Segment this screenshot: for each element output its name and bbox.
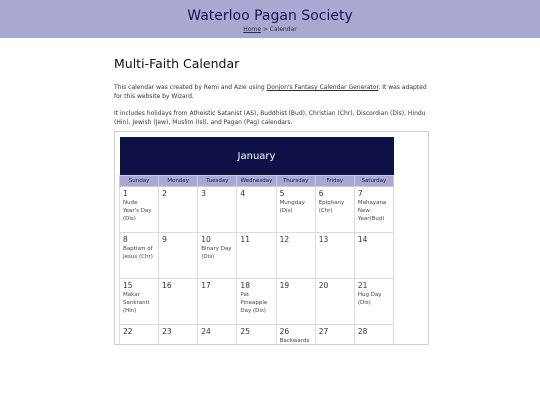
holiday-label: Baptism of Jesus (Chr) xyxy=(123,246,153,260)
site-header xyxy=(0,0,540,38)
generator-link[interactable]: Donjon's Fantasy Calendar Generator xyxy=(266,84,379,91)
calendar-day-cell xyxy=(198,187,237,233)
holiday-label: Backwards xyxy=(279,338,310,344)
intro-text-after: . It was adapted for this website by Wizard. xyxy=(114,84,427,100)
calendar-scroll-container[interactable] xyxy=(114,131,429,345)
day-number: 21 xyxy=(357,281,368,290)
calendar-day-cell xyxy=(315,279,354,325)
calendar-day-cell xyxy=(276,233,315,279)
day-number: 5 xyxy=(279,189,285,198)
calendar-day-cell xyxy=(159,233,198,279)
day-number: 11 xyxy=(240,235,250,244)
calendar-day-cell xyxy=(354,187,393,233)
calendar-day-cell xyxy=(315,187,354,233)
day-number: 2 xyxy=(162,189,167,198)
holidays-paragraph: It includes holidays from Atheistic Satanist (AS), Buddhist (Bud), Christian (Chr), Discordian (Dis), Hindu (Hin), Jewish (Jew), Muslim (Isl), and Pagan (Pag) calendars. xyxy=(114,110,426,126)
calendar-day-cell xyxy=(237,233,276,279)
site-title: Waterloo Pagan Society xyxy=(187,8,353,24)
calendar-day-cell xyxy=(120,187,159,233)
day-number: 3 xyxy=(201,189,207,198)
calendar-week-row xyxy=(120,325,394,346)
calendar-day-cell xyxy=(198,233,237,279)
calendar-day-cell xyxy=(198,325,237,346)
day-number: 19 xyxy=(279,281,290,290)
calendar-day-cell xyxy=(237,187,276,233)
holiday-label: Hug Day (Dis) xyxy=(357,292,382,306)
day-number: 27 xyxy=(318,327,329,336)
holiday-label: Makar Sankranti (Hin) xyxy=(123,292,150,314)
weekday-header: Monday xyxy=(159,176,198,187)
calendar-day-cell xyxy=(120,325,159,346)
intro-paragraph xyxy=(114,83,434,101)
day-number: 1 xyxy=(123,189,128,198)
intro-text-before: This calendar was created by Remi and Azie using xyxy=(114,84,267,91)
day-number: 20 xyxy=(318,281,329,290)
calendar-table xyxy=(119,137,394,345)
holiday-label: Mahayana New Year(Bud) xyxy=(357,200,387,222)
day-number: 18 xyxy=(240,281,250,290)
day-number: 7 xyxy=(357,189,363,198)
day-number: 4 xyxy=(240,189,246,198)
day-number: 17 xyxy=(201,281,211,290)
weekday-header: Saturday xyxy=(354,176,393,187)
month-title: January xyxy=(120,137,394,176)
day-number: 10 xyxy=(201,235,211,244)
day-number: 8 xyxy=(123,235,128,244)
calendar-day-cell xyxy=(276,187,315,233)
day-number: 28 xyxy=(357,327,368,336)
day-number: 12 xyxy=(279,235,290,244)
calendar-day-cell xyxy=(159,279,198,325)
weekday-header: Thursday xyxy=(276,176,315,187)
calendar-week-row xyxy=(120,233,394,279)
weekday-header: Friday xyxy=(315,176,354,187)
weekday-header: Sunday xyxy=(120,176,159,187)
calendar-week-row xyxy=(120,187,394,233)
day-number: 9 xyxy=(162,235,167,244)
calendar-day-cell xyxy=(198,279,237,325)
calendar-day-cell xyxy=(120,279,159,325)
calendar-day-cell xyxy=(354,279,393,325)
holiday-label: Nude Year's Day (Dis) xyxy=(123,200,152,222)
breadcrumb-current: Calendar xyxy=(269,26,297,33)
day-number: 16 xyxy=(162,281,172,290)
weekday-header: Wednesday xyxy=(237,176,276,187)
day-number: 13 xyxy=(318,235,329,244)
breadcrumb xyxy=(0,26,540,33)
day-number: 14 xyxy=(357,235,368,244)
calendar-day-cell xyxy=(315,325,354,346)
calendar-day-cell xyxy=(315,233,354,279)
day-number: 25 xyxy=(240,327,250,336)
calendar-day-cell xyxy=(354,325,393,346)
holiday-label: Binary Day (Dis) xyxy=(201,246,232,260)
calendar-day-cell xyxy=(120,233,159,279)
calendar-day-cell xyxy=(237,325,276,346)
day-number: 22 xyxy=(123,327,133,336)
day-number: 6 xyxy=(318,189,324,198)
calendar-week-row xyxy=(120,279,394,325)
page-title: Multi-Faith Calendar xyxy=(114,56,240,71)
holiday-label: Pat Pineapple Day (Dis) xyxy=(240,292,268,314)
calendar-day-cell xyxy=(354,233,393,279)
calendar-day-cell xyxy=(276,279,315,325)
holiday-label: Epiphany (Chr) xyxy=(318,200,345,214)
calendar-day-cell xyxy=(276,325,315,346)
breadcrumb-home-link[interactable]: Home xyxy=(243,26,261,33)
calendar-day-cell xyxy=(237,279,276,325)
day-number: 24 xyxy=(201,327,211,336)
calendar-day-cell xyxy=(159,187,198,233)
calendar-day-cell xyxy=(159,325,198,346)
holiday-label: Mungday (Dis) xyxy=(279,200,305,214)
day-number: 26 xyxy=(279,327,290,336)
day-number: 23 xyxy=(162,327,172,336)
calendar-body xyxy=(120,187,394,346)
day-number: 15 xyxy=(123,281,133,290)
weekday-header: Tuesday xyxy=(198,176,237,187)
breadcrumb-separator: > xyxy=(260,26,270,33)
